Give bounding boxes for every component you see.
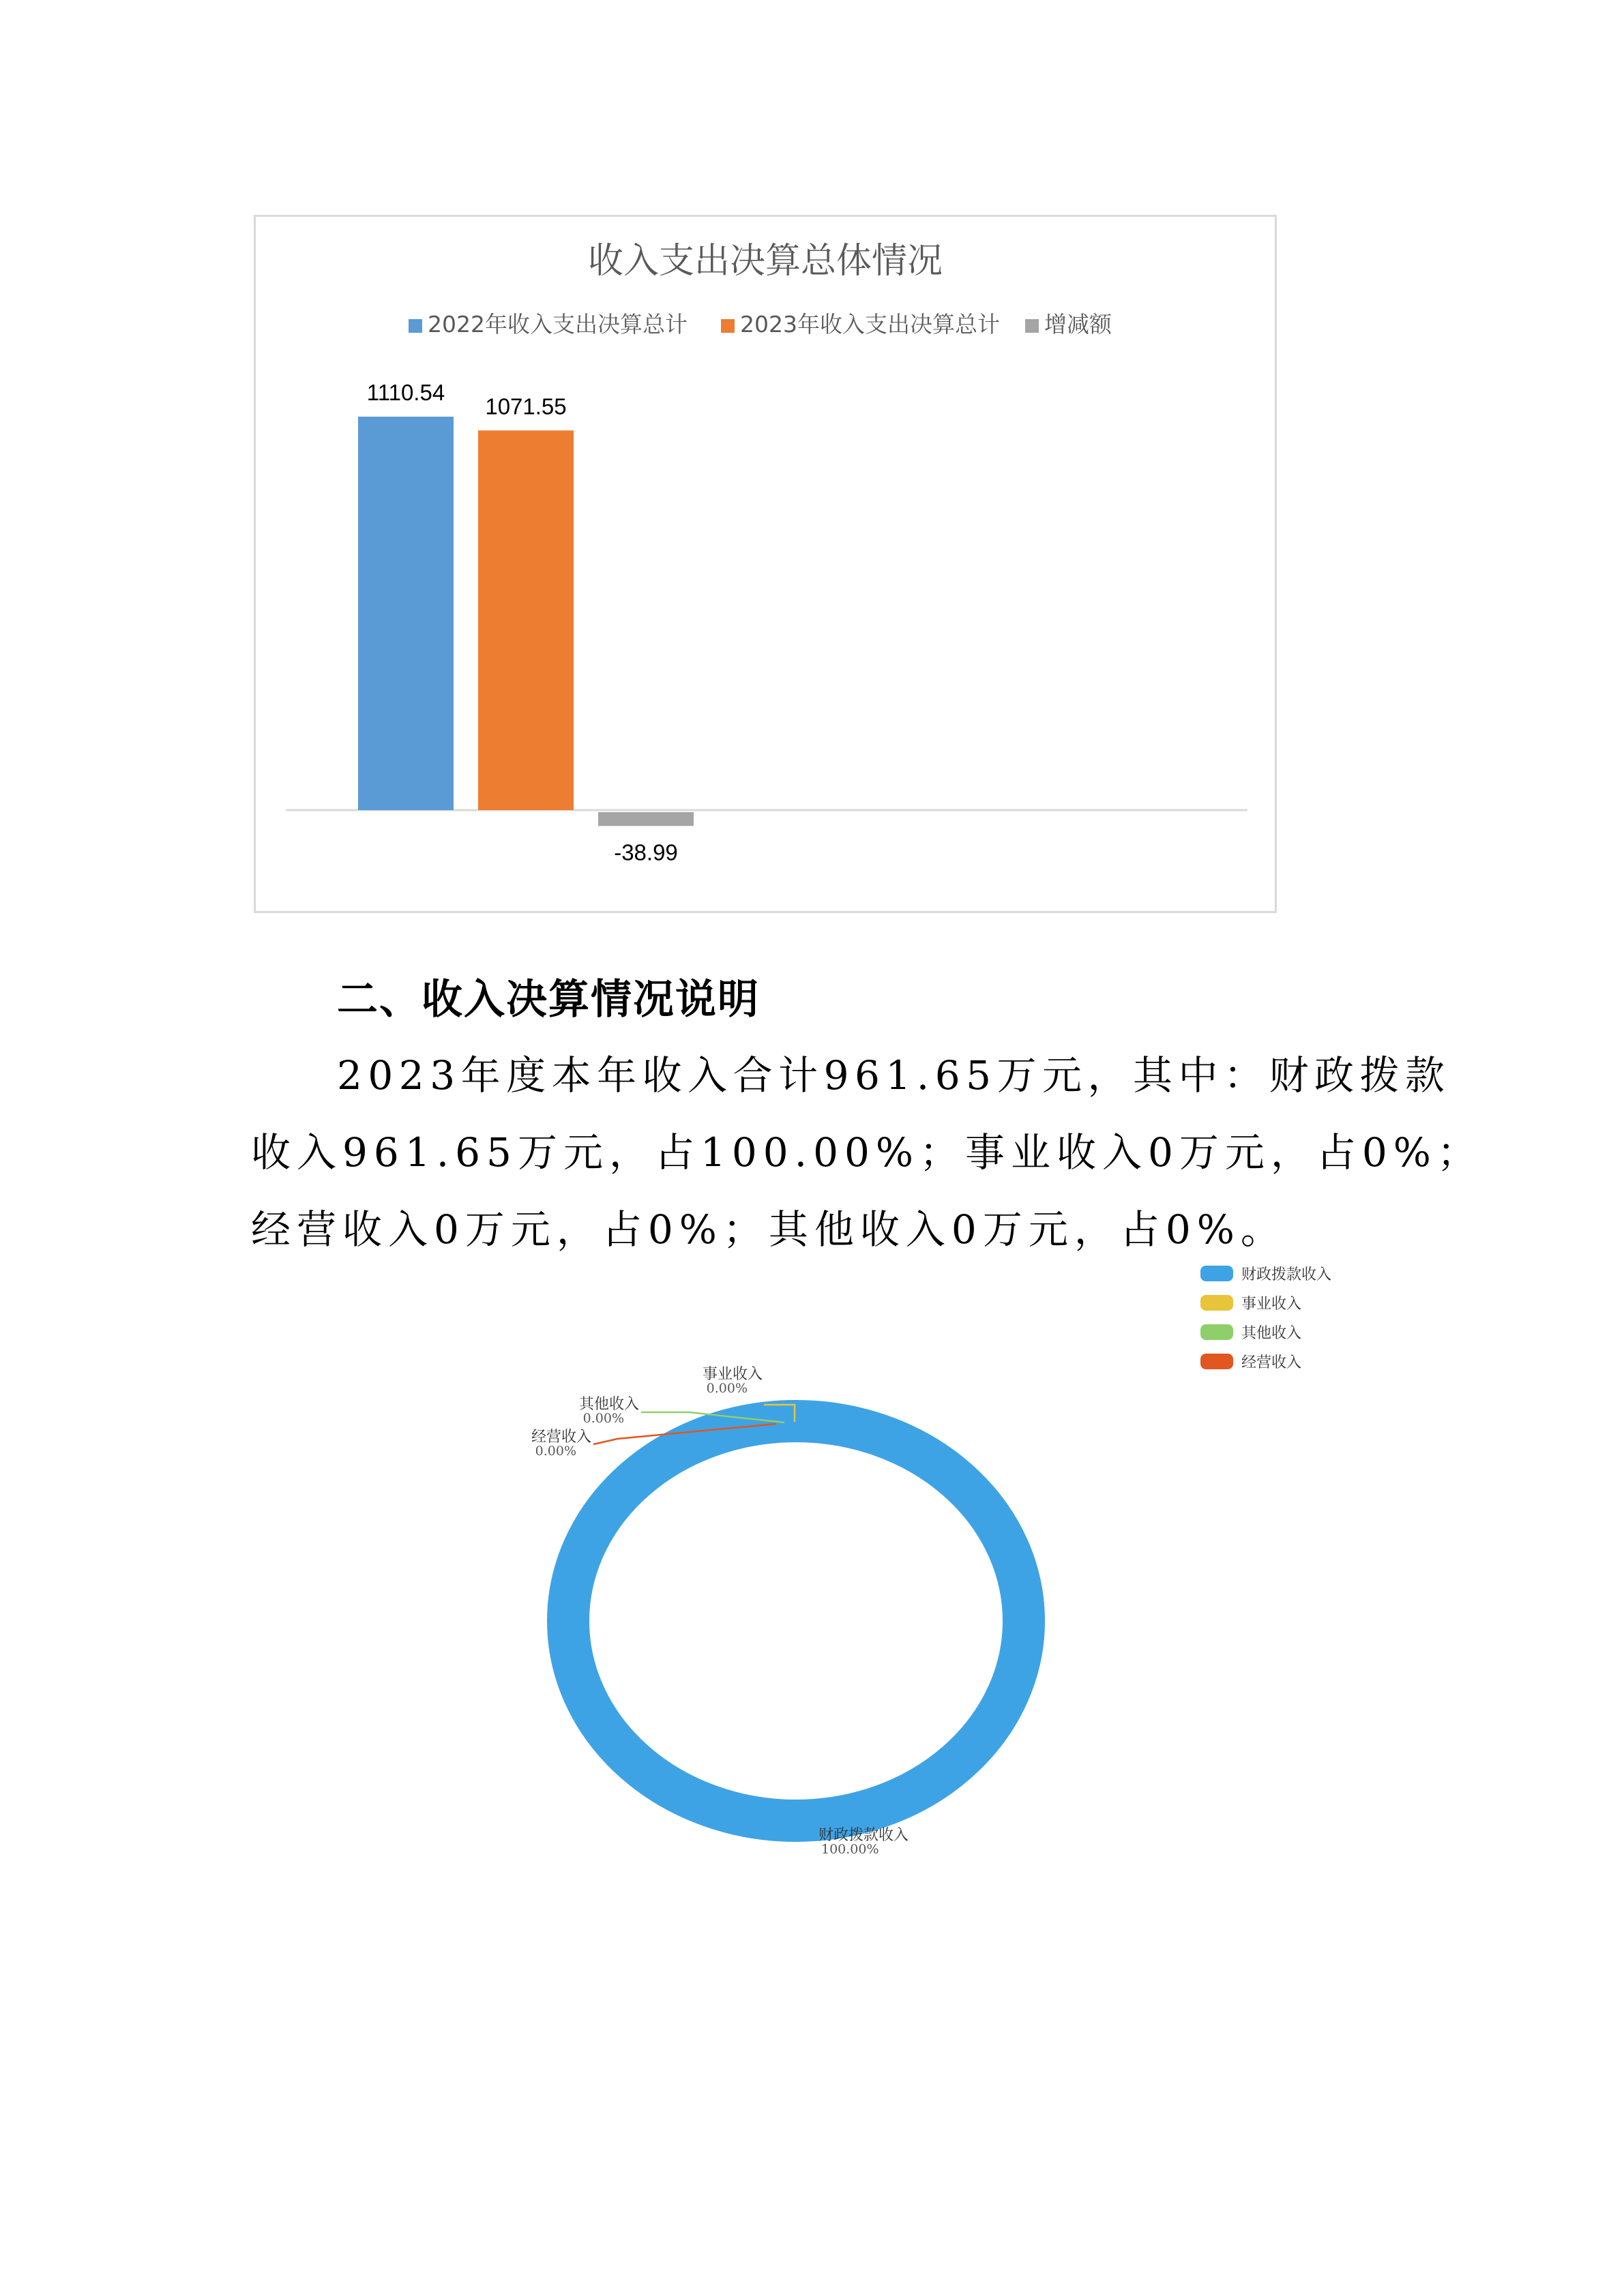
legend-label: 经营收入	[1241, 1354, 1302, 1371]
legend-entry[interactable]	[1200, 1259, 1331, 1288]
legend-entry[interactable]	[1200, 1347, 1331, 1376]
legend-swatch	[1025, 319, 1039, 333]
leader-line	[593, 1424, 776, 1444]
donut-slice-财政拨款收入	[568, 1421, 1024, 1821]
donut-slice-percent: 0.00%	[535, 1444, 576, 1459]
legend-label: 2023年收入支出决算总计	[740, 311, 1000, 338]
legend-swatch	[409, 319, 422, 333]
chart-title: 收入支出决算总体情况	[587, 241, 943, 282]
donut-slice-label: 经营收入	[531, 1429, 591, 1446]
legend-entry	[721, 311, 1000, 338]
legend-swatch	[1200, 1266, 1233, 1281]
legend-swatch	[1200, 1324, 1233, 1340]
bar-2	[478, 430, 574, 810]
donut-legend	[1200, 1259, 1331, 1376]
legend-label: 增减额	[1044, 311, 1112, 338]
legend-swatch	[1200, 1354, 1233, 1369]
legend-label: 其他收入	[1241, 1325, 1302, 1342]
leader-line	[764, 1405, 795, 1422]
bar-data-label: 1071.55	[485, 393, 567, 419]
paragraph-line: 经营收入0万元，占0%；其他收入0万元，占0%。	[251, 1206, 1286, 1253]
paragraph-line: 2023年度本年收入合计961.65万元，其中：财政拨款	[337, 1052, 1451, 1099]
legend-label: 事业收入	[1241, 1296, 1302, 1313]
bar-1	[358, 417, 454, 810]
donut-slice-percent: 0.00%	[706, 1381, 748, 1396]
bar-series-group	[358, 380, 694, 865]
legend-entry	[409, 311, 688, 338]
legend-swatch	[721, 319, 735, 333]
donut-slice-label: 财政拨款收入	[818, 1827, 909, 1844]
legend-entry	[1025, 311, 1112, 338]
paragraph-line: 收入961.65万元，占100.00%；事业收入0万元，占0%；	[251, 1129, 1483, 1176]
donut-slice-percent: 0.00%	[582, 1411, 624, 1426]
legend-label: 财政拨款收入	[1241, 1266, 1332, 1283]
section-heading: 二、收入决算情况说明	[337, 976, 760, 1024]
bar-data-label: 1110.54	[366, 380, 445, 405]
donut-slice-percent: 100.00%	[821, 1842, 879, 1857]
legend-label: 2022年收入支出决算总计	[428, 311, 688, 338]
bar-chart-frame	[254, 215, 1277, 913]
bar-data-label: -38.99	[614, 839, 678, 865]
legend-entry[interactable]	[1200, 1288, 1331, 1317]
legend-entry[interactable]	[1200, 1317, 1331, 1347]
leader-line	[796, 1821, 815, 1840]
leader-line	[641, 1412, 784, 1422]
donut-slice-label: 事业收入	[702, 1366, 763, 1383]
legend-swatch	[1200, 1295, 1233, 1311]
bar-3	[598, 812, 694, 826]
bar-chart	[256, 217, 1275, 911]
chart-legend	[409, 311, 1112, 338]
donut-slice-label: 其他收入	[578, 1396, 639, 1413]
donut-leader-lines	[531, 1366, 909, 1857]
